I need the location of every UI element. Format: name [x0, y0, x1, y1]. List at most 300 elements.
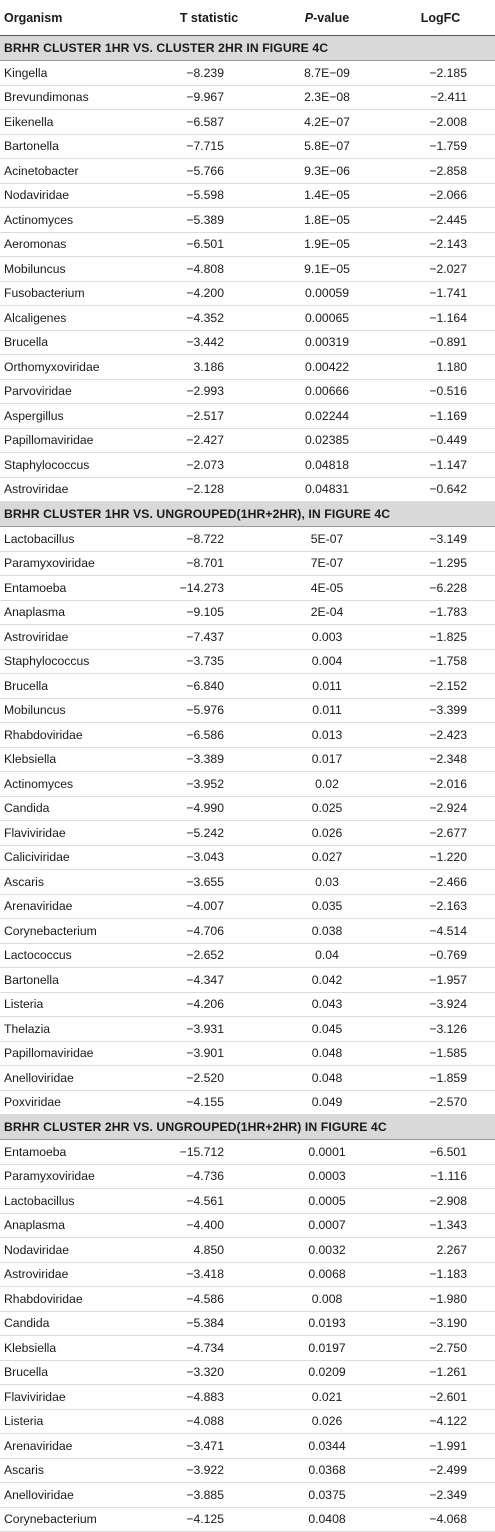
p-value-cell: 7E-07	[268, 551, 386, 576]
t-statistic-cell: −2.128	[150, 477, 268, 502]
p-value-cell: 0.042	[268, 968, 386, 993]
table-row	[0, 306, 495, 331]
organism-cell: Ascaris	[0, 1458, 150, 1483]
logfc-cell: −1.220	[386, 845, 495, 870]
table-row	[0, 723, 495, 748]
t-statistic-cell: −7.437	[150, 625, 268, 650]
t-statistic-cell: 4.850	[150, 1238, 268, 1263]
t-statistic-cell: −3.735	[150, 649, 268, 674]
t-statistic-cell: −3.922	[150, 1458, 268, 1483]
table-row	[0, 281, 495, 306]
p-value-cell: 0.0408	[268, 1507, 386, 1532]
organism-cell: Anaplasma	[0, 1213, 150, 1238]
table-row	[0, 772, 495, 797]
p-value-cell: 0.00065	[268, 306, 386, 331]
logfc-cell: −3.190	[386, 1311, 495, 1336]
p-value-cell: 0.017	[268, 747, 386, 772]
organism-cell: Parvoviridae	[0, 379, 150, 404]
logfc-cell: −1.116	[386, 1164, 495, 1189]
section-header-row	[0, 502, 495, 527]
header-logfc: LogFC	[386, 0, 495, 36]
p-value-cell: 0.02385	[268, 428, 386, 453]
organism-cell: Candida	[0, 796, 150, 821]
table-row	[0, 1507, 495, 1532]
table-row	[0, 1090, 495, 1115]
t-statistic-cell: −9.967	[150, 85, 268, 110]
organism-cell: Astroviridae	[0, 477, 150, 502]
logfc-cell: −4.122	[386, 1409, 495, 1434]
logfc-cell: −4.514	[386, 919, 495, 944]
p-value-cell: 0.011	[268, 698, 386, 723]
logfc-cell: −0.769	[386, 943, 495, 968]
p-value-cell: 0.026	[268, 821, 386, 846]
p-value-cell: 0.0209	[268, 1360, 386, 1385]
table-row	[0, 453, 495, 478]
p-value-cell: 0.049	[268, 1090, 386, 1115]
logfc-cell: −1.183	[386, 1262, 495, 1287]
organism-cell: Poxviridae	[0, 1090, 150, 1115]
p-value-cell: 0.0032	[268, 1238, 386, 1263]
organism-cell: Alcaligenes	[0, 306, 150, 331]
logfc-cell: −2.066	[386, 183, 495, 208]
p-value-cell: 0.03	[268, 870, 386, 895]
organism-cell: Arenaviridae	[0, 1434, 150, 1459]
p-value-cell: 0.021	[268, 1385, 386, 1410]
logfc-cell: −2.411	[386, 85, 495, 110]
logfc-cell: −2.152	[386, 674, 495, 699]
logfc-cell: −2.677	[386, 821, 495, 846]
t-statistic-cell: −7.715	[150, 134, 268, 159]
t-statistic-cell: −8.239	[150, 61, 268, 86]
logfc-cell: −1.991	[386, 1434, 495, 1459]
p-value-cell: 0.048	[268, 1066, 386, 1091]
logfc-cell: −1.825	[386, 625, 495, 650]
organism-cell: Bartonella	[0, 968, 150, 993]
t-statistic-cell: −4.352	[150, 306, 268, 331]
t-statistic-cell: 3.186	[150, 355, 268, 380]
p-value-cell: 0.02244	[268, 404, 386, 429]
organism-cell: Nodaviridae	[0, 183, 150, 208]
table-row	[0, 943, 495, 968]
logfc-cell: −2.750	[386, 1336, 495, 1361]
p-value-cell: 0.045	[268, 1017, 386, 1042]
organism-cell: Astroviridae	[0, 1262, 150, 1287]
p-value-cell: 0.008	[268, 1287, 386, 1312]
t-statistic-cell: −8.701	[150, 551, 268, 576]
t-statistic-cell: −4.586	[150, 1287, 268, 1312]
t-statistic-cell: −6.586	[150, 723, 268, 748]
organism-cell: Corynebacterium	[0, 919, 150, 944]
organism-cell: Acinetobacter	[0, 159, 150, 184]
table-row	[0, 1213, 495, 1238]
p-value-cell: 0.038	[268, 919, 386, 944]
table-row	[0, 61, 495, 86]
logfc-cell: −6.228	[386, 576, 495, 601]
table-row	[0, 845, 495, 870]
p-value-cell: 0.0375	[268, 1483, 386, 1508]
p-value-cell: 4.2E−07	[268, 110, 386, 135]
table-row	[0, 1140, 495, 1165]
logfc-cell: −3.149	[386, 527, 495, 552]
t-statistic-cell: −3.471	[150, 1434, 268, 1459]
table-row	[0, 968, 495, 993]
logfc-cell: −2.008	[386, 110, 495, 135]
organism-cell: Paramyxoviridae	[0, 551, 150, 576]
t-statistic-cell: −2.652	[150, 943, 268, 968]
table-row	[0, 747, 495, 772]
t-statistic-cell: −4.206	[150, 992, 268, 1017]
table-row	[0, 674, 495, 699]
t-statistic-cell: −4.734	[150, 1336, 268, 1361]
table-row	[0, 1189, 495, 1214]
t-statistic-cell: −2.517	[150, 404, 268, 429]
organism-cell: Entamoeba	[0, 1140, 150, 1165]
t-statistic-cell: −6.501	[150, 232, 268, 257]
logfc-cell: −0.642	[386, 477, 495, 502]
p-value-cell: 1.4E−05	[268, 183, 386, 208]
p-value-cell: 0.04831	[268, 477, 386, 502]
table-row	[0, 1262, 495, 1287]
t-statistic-cell: −2.520	[150, 1066, 268, 1091]
table-row	[0, 527, 495, 552]
organism-cell: Flaviviridae	[0, 1385, 150, 1410]
t-statistic-cell: −4.561	[150, 1189, 268, 1214]
organism-cell: Rhabdoviridae	[0, 723, 150, 748]
t-statistic-cell: −5.976	[150, 698, 268, 723]
organism-cell: Aeromonas	[0, 232, 150, 257]
header-t-statistic: T statistic	[150, 0, 268, 36]
table-row	[0, 1458, 495, 1483]
table-row	[0, 183, 495, 208]
header-p-italic: P	[304, 10, 314, 25]
table-row	[0, 919, 495, 944]
t-statistic-cell: −4.347	[150, 968, 268, 993]
organism-cell: Entamoeba	[0, 576, 150, 601]
logfc-cell: −1.758	[386, 649, 495, 674]
logfc-cell: −2.027	[386, 257, 495, 282]
table-row	[0, 894, 495, 919]
logfc-cell: −2.348	[386, 747, 495, 772]
table-row	[0, 428, 495, 453]
logfc-cell: −2.163	[386, 894, 495, 919]
t-statistic-cell: −3.952	[150, 772, 268, 797]
t-statistic-cell: −3.043	[150, 845, 268, 870]
organism-cell: Listeria	[0, 1409, 150, 1434]
organism-cell: Lactobacillus	[0, 527, 150, 552]
organism-cell: Mobiluncus	[0, 257, 150, 282]
t-statistic-cell: −15.712	[150, 1140, 268, 1165]
organism-cell: Anelloviridae	[0, 1483, 150, 1508]
p-value-cell: 0.0344	[268, 1434, 386, 1459]
logfc-cell: −3.924	[386, 992, 495, 1017]
p-value-cell: 2.3E−08	[268, 85, 386, 110]
table-row	[0, 1238, 495, 1263]
table-row	[0, 1287, 495, 1312]
t-statistic-cell: −5.766	[150, 159, 268, 184]
logfc-cell: −2.908	[386, 1189, 495, 1214]
header-organism: Organism	[0, 0, 150, 36]
table-row	[0, 330, 495, 355]
header-row	[0, 0, 495, 36]
logfc-cell: −1.169	[386, 404, 495, 429]
logfc-cell: −1.164	[386, 306, 495, 331]
organism-cell: Candida	[0, 1311, 150, 1336]
table-row	[0, 1041, 495, 1066]
p-value-cell: 5.8E−07	[268, 134, 386, 159]
logfc-cell: −1.585	[386, 1041, 495, 1066]
logfc-cell: −0.516	[386, 379, 495, 404]
organism-cell: Klebsiella	[0, 1336, 150, 1361]
organism-cell: Brevundimonas	[0, 85, 150, 110]
logfc-cell: −2.924	[386, 796, 495, 821]
p-value-cell: 2E-04	[268, 600, 386, 625]
logfc-cell: −2.423	[386, 723, 495, 748]
organism-cell: Bartonella	[0, 134, 150, 159]
logfc-cell: −1.980	[386, 1287, 495, 1312]
table-row	[0, 600, 495, 625]
table-row	[0, 404, 495, 429]
logfc-cell: −2.016	[386, 772, 495, 797]
table-header	[0, 0, 495, 36]
section-header-row	[0, 1115, 495, 1140]
p-value-cell: 1.9E−05	[268, 232, 386, 257]
t-statistic-cell: −3.931	[150, 1017, 268, 1042]
table-row	[0, 208, 495, 233]
organism-cell: Kingella	[0, 61, 150, 86]
table-row	[0, 551, 495, 576]
table-row	[0, 1164, 495, 1189]
p-value-cell: 0.00422	[268, 355, 386, 380]
organism-cell: Fusobacterium	[0, 281, 150, 306]
table-row	[0, 1311, 495, 1336]
table-body	[0, 36, 495, 1532]
table-row	[0, 110, 495, 135]
t-statistic-cell: −8.722	[150, 527, 268, 552]
logfc-cell: −2.858	[386, 159, 495, 184]
logfc-cell: −1.147	[386, 453, 495, 478]
p-value-cell: 9.1E−05	[268, 257, 386, 282]
logfc-cell: −1.859	[386, 1066, 495, 1091]
t-statistic-cell: −4.155	[150, 1090, 268, 1115]
p-value-cell: 0.0007	[268, 1213, 386, 1238]
organism-cell: Brucella	[0, 330, 150, 355]
p-value-cell: 0.043	[268, 992, 386, 1017]
table-row	[0, 477, 495, 502]
table-row	[0, 1385, 495, 1410]
table-row	[0, 992, 495, 1017]
t-statistic-cell: −5.598	[150, 183, 268, 208]
table-row	[0, 1066, 495, 1091]
table-row	[0, 1434, 495, 1459]
logfc-cell: −0.891	[386, 330, 495, 355]
logfc-cell: −1.295	[386, 551, 495, 576]
p-value-cell: 9.3E−06	[268, 159, 386, 184]
header-p-value	[268, 0, 386, 36]
organism-cell: Corynebacterium	[0, 1507, 150, 1532]
p-value-cell: 5E-07	[268, 527, 386, 552]
organism-cell: Staphylococcus	[0, 453, 150, 478]
p-value-cell: 0.0193	[268, 1311, 386, 1336]
t-statistic-cell: −3.885	[150, 1483, 268, 1508]
t-statistic-cell: −6.587	[150, 110, 268, 135]
t-statistic-cell: −4.007	[150, 894, 268, 919]
logfc-cell: −3.126	[386, 1017, 495, 1042]
organism-cell: Paramyxoviridae	[0, 1164, 150, 1189]
t-statistic-cell: −2.427	[150, 428, 268, 453]
section-title: BRHR CLUSTER 1HR VS. UNGROUPED(1HR+2HR), IN FIGURE 4C	[0, 502, 495, 527]
p-value-cell: 4E-05	[268, 576, 386, 601]
table-row	[0, 576, 495, 601]
logfc-cell: −2.349	[386, 1483, 495, 1508]
t-statistic-cell: −4.736	[150, 1164, 268, 1189]
organism-cell: Actinomyces	[0, 772, 150, 797]
table-row	[0, 1483, 495, 1508]
table-row	[0, 257, 495, 282]
p-value-cell: 0.04	[268, 943, 386, 968]
p-value-cell: 0.0197	[268, 1336, 386, 1361]
p-value-cell: 0.027	[268, 845, 386, 870]
organism-cell: Listeria	[0, 992, 150, 1017]
p-value-cell: 0.025	[268, 796, 386, 821]
section-title: BRHR CLUSTER 2HR VS. UNGROUPED(1HR+2HR) IN FIGURE 4C	[0, 1115, 495, 1140]
table-row	[0, 232, 495, 257]
organism-cell: Mobiluncus	[0, 698, 150, 723]
organism-cell: Lactococcus	[0, 943, 150, 968]
t-statistic-cell: −14.273	[150, 576, 268, 601]
organism-cell: Brucella	[0, 1360, 150, 1385]
logfc-cell: −1.783	[386, 600, 495, 625]
t-statistic-cell: −5.242	[150, 821, 268, 846]
table-row	[0, 379, 495, 404]
logfc-cell: −2.499	[386, 1458, 495, 1483]
table-row	[0, 355, 495, 380]
t-statistic-cell: −3.442	[150, 330, 268, 355]
organism-cell: Nodaviridae	[0, 1238, 150, 1263]
p-value-cell: 0.004	[268, 649, 386, 674]
table-row	[0, 625, 495, 650]
t-statistic-cell: −5.384	[150, 1311, 268, 1336]
organism-cell: Eikenella	[0, 110, 150, 135]
t-statistic-cell: −3.901	[150, 1041, 268, 1066]
logfc-cell: −1.759	[386, 134, 495, 159]
table-row	[0, 159, 495, 184]
organism-cell: Actinomyces	[0, 208, 150, 233]
organism-cell: Papillomaviridae	[0, 1041, 150, 1066]
logfc-cell: −1.957	[386, 968, 495, 993]
t-statistic-cell: −9.105	[150, 600, 268, 625]
organism-cell: Arenaviridae	[0, 894, 150, 919]
organism-cell: Staphylococcus	[0, 649, 150, 674]
organism-cell: Ascaris	[0, 870, 150, 895]
organism-cell: Astroviridae	[0, 625, 150, 650]
logfc-cell: 1.180	[386, 355, 495, 380]
p-value-cell: 0.00666	[268, 379, 386, 404]
logfc-cell: −1.343	[386, 1213, 495, 1238]
organism-cell: Anaplasma	[0, 600, 150, 625]
p-value-cell: 1.8E−05	[268, 208, 386, 233]
t-statistic-cell: −4.808	[150, 257, 268, 282]
p-value-cell: 0.00319	[268, 330, 386, 355]
table-row	[0, 1360, 495, 1385]
table-row	[0, 698, 495, 723]
t-statistic-cell: −4.088	[150, 1409, 268, 1434]
p-value-cell: 0.035	[268, 894, 386, 919]
p-value-cell: 0.0068	[268, 1262, 386, 1287]
p-value-cell: 0.013	[268, 723, 386, 748]
p-value-cell: 0.0005	[268, 1189, 386, 1214]
table-row	[0, 870, 495, 895]
table-row	[0, 134, 495, 159]
p-value-cell: 0.02	[268, 772, 386, 797]
logfc-cell: 2.267	[386, 1238, 495, 1263]
table-row	[0, 1409, 495, 1434]
table-row	[0, 1017, 495, 1042]
logfc-cell: −1.741	[386, 281, 495, 306]
t-statistic-cell: −3.320	[150, 1360, 268, 1385]
logfc-cell: −2.601	[386, 1385, 495, 1410]
table-row	[0, 796, 495, 821]
section-header-row	[0, 36, 495, 61]
logfc-cell: −2.570	[386, 1090, 495, 1115]
p-value-cell: 0.048	[268, 1041, 386, 1066]
logfc-cell: −3.399	[386, 698, 495, 723]
section-title: BRHR CLUSTER 1HR VS. CLUSTER 2HR IN FIGURE 4C	[0, 36, 495, 61]
t-statistic-cell: −6.840	[150, 674, 268, 699]
p-value-cell: 0.003	[268, 625, 386, 650]
table-row	[0, 85, 495, 110]
t-statistic-cell: −5.389	[150, 208, 268, 233]
header-p-rest: -value	[313, 10, 350, 25]
table-row	[0, 649, 495, 674]
t-statistic-cell: −3.389	[150, 747, 268, 772]
logfc-cell: −4.068	[386, 1507, 495, 1532]
organism-cell: Rhabdoviridae	[0, 1287, 150, 1312]
logfc-cell: −6.501	[386, 1140, 495, 1165]
organism-cell: Thelazia	[0, 1017, 150, 1042]
organism-cell: Lactobacillus	[0, 1189, 150, 1214]
p-value-cell: 0.0368	[268, 1458, 386, 1483]
t-statistic-cell: −3.418	[150, 1262, 268, 1287]
t-statistic-cell: −4.706	[150, 919, 268, 944]
t-statistic-cell: −4.990	[150, 796, 268, 821]
p-value-cell: 8.7E−09	[268, 61, 386, 86]
p-value-cell: 0.04818	[268, 453, 386, 478]
p-value-cell: 0.0001	[268, 1140, 386, 1165]
logfc-cell: −2.185	[386, 61, 495, 86]
logfc-cell: −1.261	[386, 1360, 495, 1385]
t-statistic-cell: −3.655	[150, 870, 268, 895]
logfc-cell: −2.445	[386, 208, 495, 233]
organism-cell: Klebsiella	[0, 747, 150, 772]
t-statistic-cell: −4.883	[150, 1385, 268, 1410]
p-value-cell: 0.026	[268, 1409, 386, 1434]
organism-cell: Aspergillus	[0, 404, 150, 429]
organism-cell: Flaviviridae	[0, 821, 150, 846]
t-statistic-cell: −4.200	[150, 281, 268, 306]
t-statistic-cell: −4.400	[150, 1213, 268, 1238]
p-value-cell: 0.00059	[268, 281, 386, 306]
organism-cell: Caliciviridae	[0, 845, 150, 870]
p-value-cell: 0.0003	[268, 1164, 386, 1189]
t-statistic-cell: −4.125	[150, 1507, 268, 1532]
logfc-cell: −0.449	[386, 428, 495, 453]
organism-cell: Orthomyxoviridae	[0, 355, 150, 380]
t-statistic-cell: −2.993	[150, 379, 268, 404]
logfc-cell: −2.143	[386, 232, 495, 257]
table-row	[0, 821, 495, 846]
organism-cell: Anelloviridae	[0, 1066, 150, 1091]
organism-cell: Brucella	[0, 674, 150, 699]
